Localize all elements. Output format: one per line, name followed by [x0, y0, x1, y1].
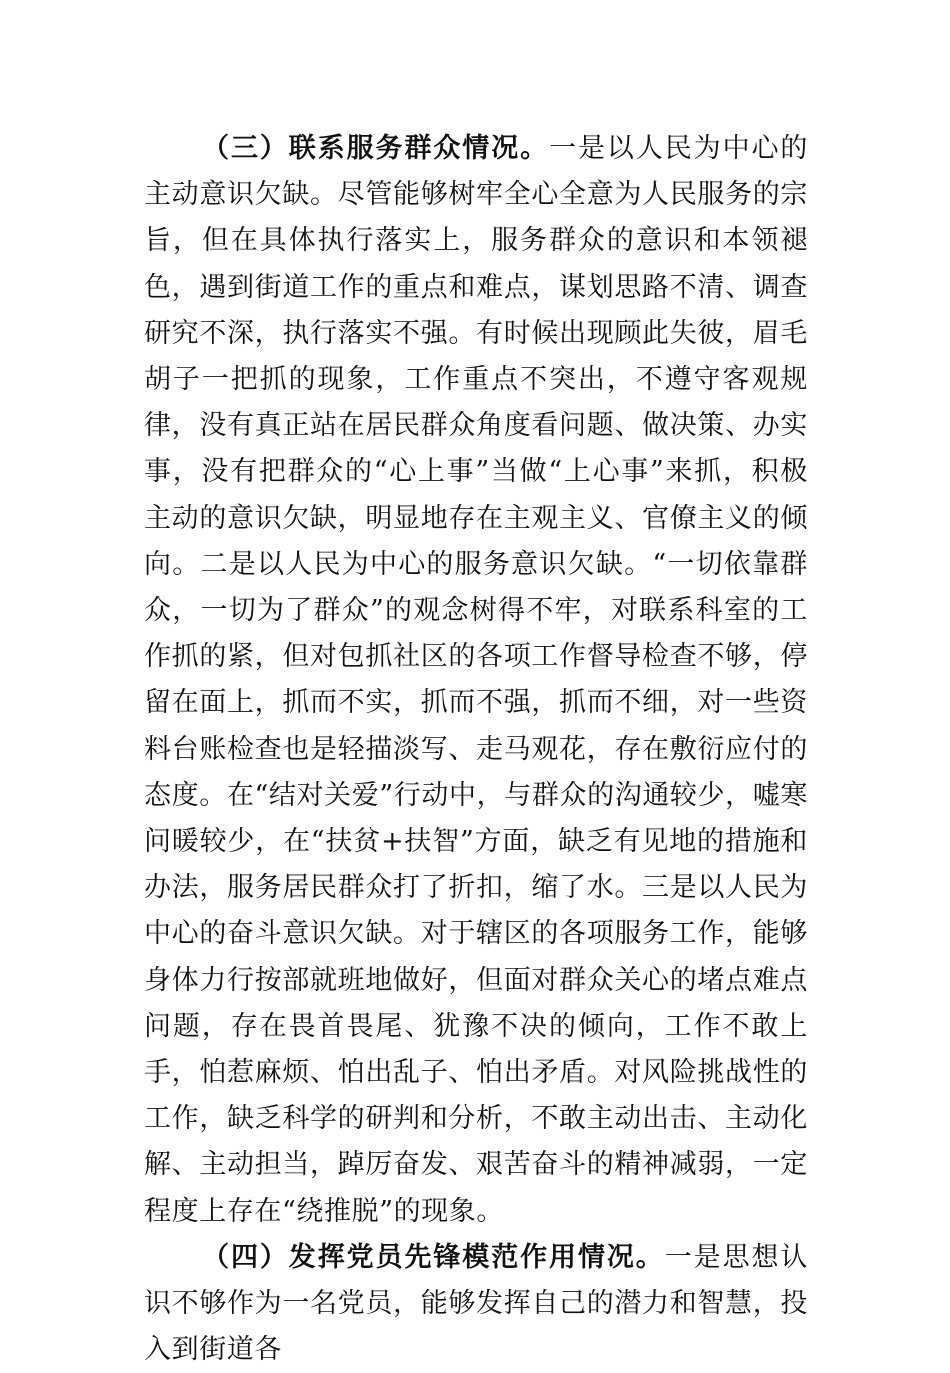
section-3-paragraph — [144, 126, 808, 1235]
section-4-heading: （四）发挥党员先锋模范作用情况。 — [202, 1241, 665, 1273]
document-body — [144, 126, 808, 1373]
section-3-body: 一是以人民为中心的主动意识欠缺。尽管能够树牢全心全意为人民服务的宗旨，但在具体执行落实上，服务群众的意识和本领褪色，遇到街道工作的重点和难点，谋划思路不清、调查研究不深，执行落实不强。有时候出现顾此失彼，眉毛胡子一把抓的现象，工作重点不突出，不遵守客观规律，没有真正站在居民群众角度看问题、做决策、办实事，没有把群众的“心上事”当做“上心事”来抓，积极主动的意识欠缺，明显地存在主观主义、官僚主义的倾向。二是以人民为中心的服务意识欠缺。“一切依靠群众，一切为了群众”的观念树得不牢，对联系科室的工作抓的紧，但对包抓社区的各项工作督导检查不够，停留在面上，抓而不实，抓而不强，抓而不细，对一些资料台账检查也是轻描淡写、走马观花，存在敷衍应付的态度。在“结对关爱”行动中，与群众的沟通较少，嘘寒问暖较少，在“扶贫+扶智”方面，缺乏有见地的措施和办法，服务居民群众打了折扣，缩了水。三是以人民为中心的奋斗意识欠缺。对于辖区的各项服务工作，能够身体力行按部就班地做好，但面对群众关心的堵点难点问题，存在畏首畏尾、犹豫不决的倾向，工作不敢上手，怕惹麻烦、怕出乱子、怕出矛盾。对风险挑战性的工作，缺乏科学的研判和分析，不敢主动出击、主动化解、主动担当，踔厉奋发、艰苦奋斗的精神减弱，一定程度上存在“绕推脱”的现象。 — [144, 133, 808, 1227]
section-4-paragraph — [144, 1235, 808, 1373]
section-4-body: 一是思想认识不够作为一名党员，能够发挥自己的潜力和智慧，投入到街道各 — [144, 1241, 809, 1366]
section-3-heading: （三）联系服务群众情况。 — [202, 133, 550, 164]
